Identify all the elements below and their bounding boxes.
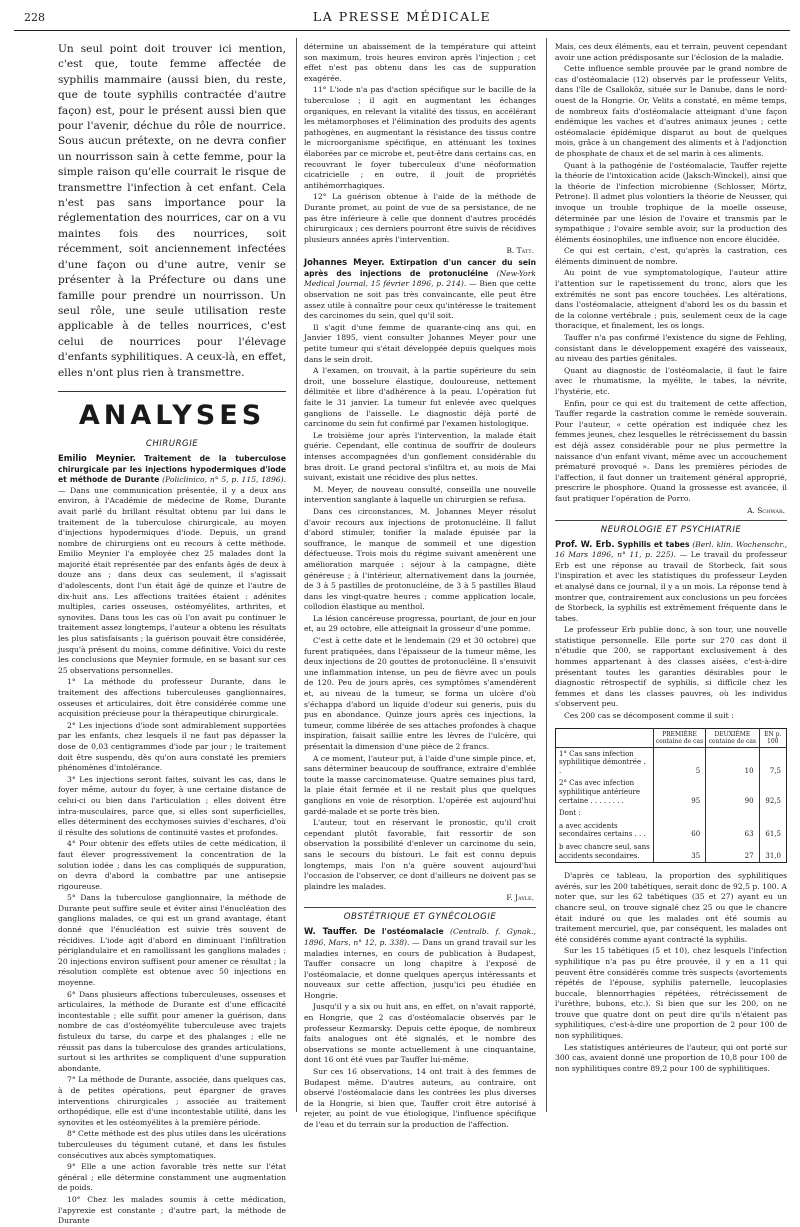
signature: B. Tatt. bbox=[506, 246, 534, 256]
paragraph: 9° Elle a une action favorable très nette sur l'état général ; elle détermine constamment une augmentation de poids. bbox=[58, 1162, 286, 1193]
article-lead bbox=[304, 926, 536, 1001]
paragraph: Tauffer n'a pas confirmé l'existence du signe de Fehling, consistant dans le développement exagéré des vaisseaux, au niveau des parties génitales. bbox=[555, 333, 787, 364]
table-cell bbox=[759, 807, 786, 820]
column-1 bbox=[58, 42, 287, 1226]
journal-title: LA PRESSE MÉDICALE bbox=[312, 9, 492, 24]
paragraph: A ce moment, l'auteur put, à l'aide d'une simple pince, et, sans déterminer beaucoup de souffrance, extraire d'emblée toute la masse carcinomateuse. Quatre semaines plus tard, la plaie était fermée et il ne restait plus que quelques ganglions en voie de résorption. L'opérée est aujourd'hui gardé-malade et se porte très bien. bbox=[304, 753, 536, 816]
paragraph: 7° La méthode de Durante, associée, dans quelques cas, à de petites opérations, peut épargner de graves interventions chirurgicales ; associée au traitement orthopédique, elle est d'une incontestable utilité, dans les synovites et les ostéomyélites à la première période. bbox=[58, 1075, 286, 1127]
article-lead bbox=[58, 453, 286, 676]
table-header: DEUXIÈME centaine de cas bbox=[706, 728, 759, 747]
divider bbox=[304, 907, 536, 908]
table-cell: 60 bbox=[653, 820, 705, 841]
section-heading: ANALYSES bbox=[78, 399, 266, 431]
table-cell: 5 bbox=[653, 747, 705, 777]
table-header-blank bbox=[556, 728, 654, 747]
article-citation: (Centralb. f. Gynak., 1896, Mars, n° 12, p. 338). bbox=[304, 927, 536, 947]
signature: F. Jayle. bbox=[506, 893, 534, 903]
table-cell: 95 bbox=[653, 777, 705, 807]
column-rule bbox=[296, 38, 297, 1112]
table-cell-label: a avec accidents secondaires certains . . . bbox=[559, 821, 646, 839]
paragraph: 2° Les injections d'iode sont admirablement supportées par les enfants, chez lesquels il ne faut pas dépasser la dose de 0,03 centigrammes d'iode par jour ; le traitement doit être suspendu, dès qu'on aura constaté les premiers phénomènes d'intolérance. bbox=[58, 720, 286, 773]
article-citation: (Berl. klin. Wochenschr., 16 Mars 1896, n° 11, p. 225). bbox=[555, 539, 787, 560]
table-cell: 61,5 bbox=[759, 820, 786, 841]
paragraph: La lésion cancéreuse progressa, pourtant, de jour en jour et, au 29 octobre, elle atteignait la grosseur d'une pomme. bbox=[304, 613, 536, 634]
article-author: Emilio Meynier. bbox=[58, 452, 136, 463]
paragraph: A l'examen, on trouvait, à la partie supérieure du sein droit, une bosselure élastique, douloureuse, nettement délimitée et libre d'adhérence à la peau. L'opération fut faite le 31 janvier. La tumeur fut enlevée avec quelques ganglions de l'aisselle. Le diagnostic déjà porté de carcinome du sein fut confirmé par l'examen histologique. bbox=[304, 366, 536, 429]
paragraph: 10° Chez les malades soumis à cette médication, l'apyrexie est constante ; d'autre part, la méthode de Durante bbox=[58, 1194, 286, 1226]
table-cell: 35 bbox=[653, 841, 705, 863]
paragraph: Ce qui est certain, c'est, qu'après la castration, ces éléments diminuent de nombre. bbox=[555, 246, 787, 266]
paragraph: M. Meyer, de nouveau consulté, conseilla une nouvelle intervention sanglante à laquelle un chirurgien se refusa. bbox=[304, 484, 536, 505]
paragraph: Les statistiques antérieures de l'auteur, qui ont porté sur 300 cas, avaient donné une proportion de 10,8 pour 100 de non syphilitiques contre 89,2 pour 100 de syphilitiques. bbox=[555, 1042, 787, 1073]
paragraph: Quant au diagnostic de l'ostéomalacie, il faut le faire avec le rhumatisme, la myélite, le tabes, la névrite, l'hystérie, etc. bbox=[555, 365, 787, 396]
paragraph: Dans ces circonstances, M. Johannes Meyer résolut d'avoir recours aux injections de protonucléine. Il fallut d'abord stimuler, tonifier la malade épuisée par la souffrance, le manque de sommeil et une digestion défectueuse. Trois mois du régime suivant amenèrent une amélioration marquée : séjour à la campagne, diète généreuse ; à l'intérieur, alternativement dans la journée, de 3 à 5 pastilles de protonucléine, de 3 à 5 pastilles Blaud dans les vingt-quatre heures ; comme application locale, collodion élastique au menthol. bbox=[304, 506, 536, 612]
table-cell bbox=[653, 807, 705, 820]
article-lead bbox=[555, 539, 787, 625]
section-divider bbox=[58, 391, 286, 392]
paragraph: L'auteur, tout en réservant le pronostic, qu'il croit cependant plutôt favorable, fait ressortir de son observation la possibilité d'enlever un carcinome du sein, sans le secours du bistouri. Le fait est connu depuis longtemps, mais l'on n'a guère souvent aujourd'hui l'occasion de l'observer, ce dont d'ailleurs ne doivent pas se plaindre les malades. bbox=[304, 818, 536, 891]
paragraph: — Dans un grand travail sur les maladies internes, en cours de publication à Budapest, Tauffer consacre un long chapitre à l'exposé de l'ostéomalacie, et donne quelques aperçus intéressants et nouveaux sur cette affection, jusqu'ici peu étudiée en Hongrie. bbox=[304, 937, 536, 1000]
table-cell: 27 bbox=[706, 841, 759, 863]
paragraph: 11° L'iode n'a pas d'action spécifique sur le bacille de la tuberculose ; il agit en augmentant les échanges organiques, en relevant la vitalité des tissus, en accélérant les métamorphoses et l'élimination des produits des agents pathogènes, en augmentant la résistance des tissus contre le microorganisme spécifique, en atténuant les toxines élaborées par ce microbe et, peut-être dans certains cas, en recouvrant le foyer tuberculeux d'une néoformation cicatricielle ; en outre, il jouit de propriétés antihémorrhagiques. bbox=[304, 85, 536, 190]
page-number: 228 bbox=[24, 11, 45, 24]
paragraph: — Bien que cette observation ne soit pas très convaincante, elle peut être assez utile à connaître pour ceux qu'intéresse le traitement des carcinomes du sein, quel qu'il soit. bbox=[304, 279, 536, 321]
paragraph: Mais, ces deux éléments, eau et terrain, peuvent cependant avoir une action prédisposante sur l'éclosion de la maladie. bbox=[555, 42, 787, 62]
column-2 bbox=[304, 42, 537, 1129]
article-title: Extirpation d'un cancer du sein après des injections de protonucléine bbox=[304, 258, 537, 278]
column-3 bbox=[555, 42, 787, 1114]
paragraph: Ces 200 cas se décomposent comme il suit : bbox=[564, 711, 734, 721]
table-cell: 92,5 bbox=[759, 777, 786, 807]
subsection-heading: OBSTÉTRIQUE ET GYNÉCOLOGIE bbox=[343, 912, 497, 923]
subsection-heading: CHIRURGIE bbox=[145, 438, 199, 449]
article-author: Prof. W. Erb. bbox=[555, 538, 615, 549]
article-meyer bbox=[304, 257, 536, 902]
table-header-row bbox=[556, 728, 787, 747]
paragraph: Au point de vue symptomatologique, l'auteur attire l'attention sur le rapetissement du tronc, alors que les extrémités ne sont pas encore touchées. Les altérations, dans l'ostéomalacie, atteignent d'abord les os du bassin et de la colonne vertébrale ; puis, seulement ceux de la cage thoracique, et finalement, les os longs. bbox=[555, 268, 787, 331]
paragraph: Sur les 15 tabétiques (5 et 10), chez lesquels l'infection syphilitique n'a pas pu être prouvée, il y en a 11 qui peuvent être considérés comme très suspects (avortements répétés de l'épouse, syphilis paternelle, leucoplasies buccale, blennorrhagies répétées, rétrécissement de l'urèthre, bubons, etc.). Si bien que sur les 200, on ne trouve que quatre dont on peut dire qu'ils n'étaient pas syphilitiques, c'est-à-dire une proportion de 2 pour 100 de non syphilitiques. bbox=[555, 946, 787, 1041]
page-header bbox=[14, 6, 790, 31]
article-title: De l'ostéomalacie bbox=[363, 927, 444, 937]
intro-paragraph: Un seul point doit trouver ici mention, c'est que, toute femme affectée de syphilis mammaire (aussi bien, du reste, que de toute syphilis contractée d'autre façon) est, pour le présent aussi bien que pour l'avenir, déchue du rôle de nourrice. Sous aucun prétexte, on ne devra confier un nourrisson sain à cette femme, pour la simple raison qu'elle courrait le risque de transmettre l'infection à cet enfant. Cela n'est pas sans importance pour la réglementation des nourrices, car on a vu maintes fois des nourrices, soit récemment, soit anciennement infectées d'une façon ou d'une autre, venir se présenter à la Préfecture ou dans une famille pour prendre un nourrisson. Un seul rôle, une seule utilisation reste applicable à de telles nourrices, c'est celui de nourrices pour l'élevage d'enfants syphilitiques. A ceux-là, en effet, elles n'ont plus rien à transmettre. bbox=[58, 43, 286, 379]
table-cell-label: b avec chancre seul, sans accidents secondaires. bbox=[559, 842, 650, 860]
table-cell-label: 2° Cas avec infection syphilitique antérieure certaine . . . . . . . . bbox=[559, 779, 641, 805]
table-row bbox=[556, 820, 787, 841]
article-title: Syphilis et tabes bbox=[617, 539, 690, 549]
paragraph: — Dans une communication présentée, il y a deux ans environ, à l'Académie de médecine de Rome, Durante avait parlé du brillant résultat obtenu par lui dans le traitement de la tuberculose chirurgicale, au moyen d'injections hypodermiques d'iode. Depuis, un grand nombre de chirurgiens ont eu recours à cette méthode. Emilio Meynier l'a employée chez 25 malades dont la majorité était représentée par des enfants âgés de deux à douze ans ; dans deux cas seulement, il s'agissait d'adolescents, dont l'un était âgé de quinze et l'autre de dix-huit ans. Les affections traitées étaient : adénites multiples, caries osseuses, ostéomyélites, arthrites, et synovites. Dans tous les cas où l'on avait pu continuer le traitement assez longtemps, l'auteur a obtenu les résultats les plus satisfaisants ; la guérison pouvait être considérée, jusqu'à présent du moins, comme définitive. Voici du reste les conclusions que Meynier formule, en se basant sur ces 25 observations personnelles. bbox=[58, 485, 286, 675]
divider bbox=[555, 520, 787, 521]
paragraph: détermine un abaissement de la température qui atteint son maximum, trois heures environ après l'injection ; cet effet n'est pas obtenu dans les cas de suppuration exagérée. bbox=[304, 42, 536, 83]
column-rule bbox=[546, 38, 547, 1112]
paragraph: Il s'agit d'une femme de quarante-cinq ans qui, en Janvier 1895, vient consulter Johannes Meyer pour une petite tumeur qui s'était développée depuis quelques mois dans le sein droit. bbox=[304, 322, 536, 364]
paragraph: Le professeur Erb publie donc, à son tour, une nouvelle statistique personnelle. Elle porte sur 270 cas dont il n'étudie que 200, se rapportant exclusivement à des hommes appartenant à des classes aisées, c'est-à-dire présentant toutes les garanties désirables pour le diagnostic rétrospectif de syphilis, si difficile chez les femmes et dans les classes pauvres, où les individus s'observent peu. bbox=[555, 625, 787, 709]
intro-text bbox=[58, 42, 286, 381]
paragraph: Jusqu'il y a six ou huit ans, en effet, on n'avait rapporté, en Hongrie, que 2 cas d'ostéomalacie observés par le professeur Kezmarsky. Depuis cette époque, de nombreux faits analogues ont été signalés, et le nombre des observations se monte actuellement à une cinquantaine, dont 16 ont été vues par Tauffer lui-même. bbox=[304, 1002, 536, 1065]
table-header: PREMIÈRE centaine de cas bbox=[653, 728, 705, 747]
signature: A. Schwab. bbox=[747, 505, 785, 515]
paragraph: C'est à cette date et le lendemain (29 et 30 octobre) que furent pratiquées, dans l'épaisseur de la tumeur même, les deux injections de 20 gouttes de protonucléine. Il s'ensuivit une inflammation intense, un peu de fièvre avec un pouls de 120. Peu de jours après, ces symptômes s'amendèrent et, au niveau de la tumeur, se forma un ulcère d'où s'échappa d'abord un liquide d'odeur sui generis, puis du pus en abondance. Quinze jours après ces injections, la tumeur, comme libérée de ses attaches profondes à chaque inspiration, faisait saillie entre les lèvres de l'ulcère, qui présentait la dimension d'une pièce de 2 francs. bbox=[304, 636, 536, 751]
table-cell bbox=[706, 807, 759, 820]
paragraph: 3° Les injections seront faites, suivant les cas, dans le foyer même, autour du foyer, à une certaine distance de celui-ci ou bien dans l'articulation ; elles doivent être intra-musculaires, parce que, si elles sont superficielles, elles déterminent des ecchymoses suivies d'eschares, d'où il résulte des solutions de continuité vastes et profondes. bbox=[58, 774, 286, 837]
table-cell: 63 bbox=[706, 820, 759, 841]
table-cell: 10 bbox=[706, 747, 759, 777]
table-row bbox=[556, 777, 787, 807]
table-cell-label: Dont : bbox=[559, 809, 581, 818]
paragraph: 8° Cette méthode est des plus utiles dans les ulcérations tuberculeuses du tégument cutané, et dans les fistules consécutives aux abcès symptomatiques. bbox=[58, 1129, 286, 1160]
table-header: EN p. 100 bbox=[759, 728, 786, 747]
paragraph: 12° La guérison obtenue à l'aide de la méthode de Durante promet, au point de vue de sa persistance, de ne pas être inférieure à celle que donnent d'autres procédés chirurgicaux ; ces derniers pourront être suivis de récidives plusieurs années après l'intervention. bbox=[304, 192, 536, 244]
table-row bbox=[556, 747, 787, 777]
article-title: Traitement de la tuberculose chirurgicale par les injections hypodermiques d'iode et méthode de Durante bbox=[58, 453, 286, 485]
article-author: Johannes Meyer. bbox=[304, 257, 385, 268]
statistics-table bbox=[555, 728, 787, 864]
table-row bbox=[556, 807, 787, 820]
subsection-heading: NEUROLOGIE ET PSYCHIATRIE bbox=[600, 524, 742, 535]
table-cell: 90 bbox=[706, 777, 759, 807]
paragraph: Sur ces 16 observations, 14 ont trait à des femmes de Budapest même. D'autres auteurs, au contraire, ont observé l'ostéomalacie dans les contrées les plus diverses de la Hongrie, si bien que, Tauffer croit être autorisé à rejeter, au point de vue étiologique, l'influence spécifique de l'eau et du terrain sur la production de l'affection. bbox=[304, 1067, 536, 1129]
table-row bbox=[556, 841, 787, 863]
article-lead bbox=[304, 257, 536, 322]
article-erb bbox=[555, 539, 787, 722]
paragraph: D'après ce tableau, la proportion des syphilitiques avérés, sur les 200 tabétiques, serait donc de 92,5 p. 100. A noter que, sur les 62 tabétiques (35 et 27) ayant eu un chancre seul, on trouve signalé chez 25 ou que le chancre était induré ou que les malades ont été soumis au traitement mercuriel, que, par conséquent, les malades ont été considérés comme ayant contracté la syphilis. bbox=[555, 871, 787, 944]
paragraph: 1° La méthode du professeur Durante, dans le traitement des affections tuberculeuses ganglionnaires, osseuses et articulaires, doit être considérée comme une acquisition précieuse pour la thérapeutique chirurgicale. bbox=[58, 677, 286, 719]
table-cell-label: 1° Cas sans infection syphilitique démontrée . . bbox=[559, 749, 646, 775]
table-cell: 31,0 bbox=[759, 841, 786, 863]
paragraph: Le troisième jour après l'intervention, la malade était guérie. Cependant, elle continua de souffrir de douleurs intenses accompagnées d'un gonflement considérable du bras droit. Le grand pectoral s'infiltra et, au mois de Mai suivant, existait une récidive des plus nettes. bbox=[304, 430, 536, 483]
paragraph: Enfin, pour ce qui est du traitement de cette affection, Tauffer regarde la castration comme le remède souverain. Pour l'auteur, « cette opération est indiquée chez les femmes jeunes, chez lesquelles le rétrécissement du bassin est déjà assez considérable pour ne plus permettre la naissance d'un enfant vivant, même avec un accouchement prématuré provoqué ». Dans les premières périodes de l'affection, il faut donner un traitement général approprié, prescrire le phosphore. Quand la grossesse est avancée, il faut pratiquer l'opération de Porro. bbox=[555, 398, 787, 503]
paragraph: Quant à la pathogénie de l'ostéomalacie, Tauffer rejette la théorie de l'intoxication acide (Jaksch-Winckel), ainsi que la théorie de l'infection microbienne (Schlosser, Mörtz, Petrone). Il admet plus volontiers la théorie de Neusser, qui invoque un trouble trophique de la moelle osseuse, déterminée par une lésion de l'ovaire et transmis par le sympathique ; l'ovaire semble avoir, sur la production des éléments éosinophiles, une influence non encore élucidée. bbox=[555, 160, 787, 244]
article-author: W. Tauffer. bbox=[304, 926, 358, 937]
table-cell: 7,5 bbox=[759, 747, 786, 777]
article-tauffer bbox=[304, 926, 536, 1130]
paragraph: Cette influence semble prouvée par le grand nombre de cas d'ostéomalacie (12) observés par le professeur Velits, dans l'île de Csallokôz, située sur le Danube, dans le nord-ouest de la Hongrie. Or, Velits a constaté, en même temps, de nombreux faits d'ostéomalacie atteignant d'une façon endémique les vaches et d'autres animaux jeunes ; cette ostéomalacie épidémique disparut au bout de quelques mois, grâce à un changement des aliments et à l'adjonction de phosphate de chaux et de sel marin à ces aliments. bbox=[555, 64, 787, 158]
article-meynier bbox=[58, 453, 286, 1227]
article-citation: (New-York Medical Journal, 15 février 1896, p. 214). bbox=[304, 268, 536, 289]
paragraph: 6° Dans plusieurs affections tuberculeuses, osseuses et articulaires, la méthode de Durante est d'une efficacité incontestable ; elle suffit pour amener la guérison, dans nombre de cas d'ostéomyélite tuberculeuse avec trajets fistuleux du tarse, du carpe et des phalanges ; elle ne réussit pas dans la tuberculose des grandes articulations, surtout si les arthrites se compliquent d'une suppuration abondante. bbox=[58, 989, 286, 1073]
paragraph: 4° Pour obtenir des effets utiles de cette médication, il faut élever progressivement la concentration de la solution iodée ; dans les cas compliqués de suppuration, on devra d'abord la combattre par une antisepsie rigoureuse. bbox=[58, 839, 286, 891]
paragraph: — Le travail du professeur Erb est une réponse au travail de Storbeck, fait sous l'inspiration et avec les statistiques du professeur Leyden et analysé dans ce journal, il y a un mois. La réponse tend à montrer que, contrairement aux conclusions un peu forcées de Storbeck, la syphilis est extrêmement fréquente dans le tabes. bbox=[555, 550, 787, 623]
article-citation: (Policlinico, n° 5, p. 115, 1896). bbox=[162, 475, 287, 485]
paragraph: 5° Dans la tuberculose ganglionnaire, la méthode de Durante peut suffire seule et éviter ainsi l'énucléation des ganglions malades, ce qui est un grand avantage, étant donné que l'énucléation est suivie très souvent de récidives. L'iode agit d'abord en diminuant l'infiltration périglandulaire et en ramollissant les ganglions malades ; 20 injections environ suffisent pour amener ce résultat ; la résolution complète est obtenue avec 50 injections en moyenne. bbox=[58, 893, 286, 988]
